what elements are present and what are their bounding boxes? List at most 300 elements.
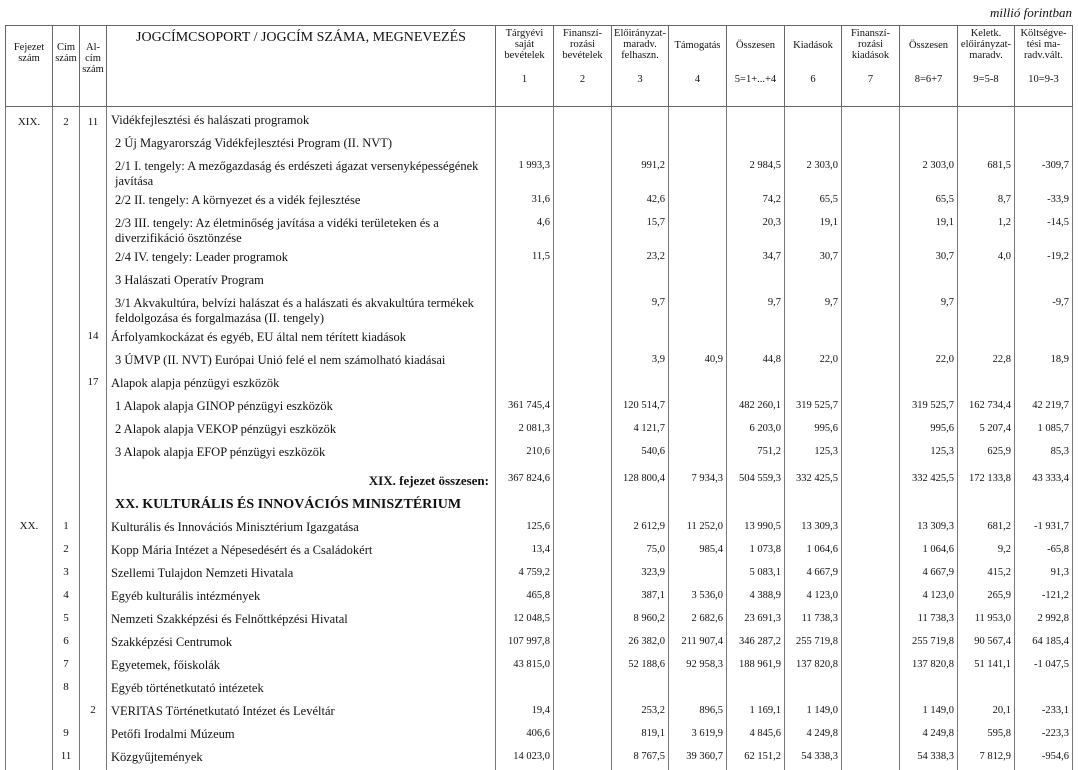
value-col-8: 4 667,9: [900, 563, 958, 586]
value-col-2: [554, 270, 612, 293]
header-col-label: Finanszí- rozási kiadások: [843, 28, 898, 74]
value-col-8: 4 249,8: [900, 724, 958, 747]
name-cell: Szellemi Tulajdon Nemzeti Hivatala: [107, 563, 496, 586]
value-col-3: 120 514,7: [612, 396, 669, 419]
table-row: [6, 465, 1073, 493]
value-col-5: 482 260,1: [727, 396, 785, 419]
value-col-4: 985,4: [669, 540, 727, 563]
alcim-cell: [80, 419, 107, 442]
value-col-7: [842, 270, 900, 293]
value-col-4: [669, 419, 727, 442]
value-col-3: [612, 493, 669, 517]
value-col-7: [842, 632, 900, 655]
value-col-5: [727, 270, 785, 293]
value-col-7: [842, 373, 900, 396]
value-col-1: 125,6: [496, 517, 554, 540]
alcim-cell: 2: [80, 701, 107, 724]
value-col-4: 40,9: [669, 350, 727, 373]
value-col-3: 9,7: [612, 293, 669, 327]
value-col-2: [554, 540, 612, 563]
fejezet-cell: [6, 655, 53, 678]
header-fejezet: Fejezet szám: [6, 26, 53, 107]
value-col-8: 125,3: [900, 442, 958, 465]
header-col-label: Összesen: [901, 28, 956, 74]
value-col-2: [554, 327, 612, 350]
value-col-1: 43 815,0: [496, 655, 554, 678]
value-col-4: [669, 270, 727, 293]
value-col-3: 387,1: [612, 586, 669, 609]
table-row: [6, 678, 1073, 701]
value-col-2: [554, 419, 612, 442]
value-col-9: [958, 270, 1015, 293]
value-col-9: 162 734,4: [958, 396, 1015, 419]
value-col-8: 1 149,0: [900, 701, 958, 724]
value-col-7: [842, 609, 900, 632]
value-col-5: 6 203,0: [727, 419, 785, 442]
value-col-6: [785, 270, 842, 293]
header-col-10: [1015, 26, 1073, 107]
value-col-6: 11 738,3: [785, 609, 842, 632]
value-col-3: 23,2: [612, 247, 669, 270]
value-col-6: [785, 107, 842, 134]
value-col-8: 54 338,3: [900, 747, 958, 770]
cim-cell: [53, 350, 80, 373]
value-col-6: [785, 133, 842, 156]
value-col-1: [496, 493, 554, 517]
value-col-5: 751,2: [727, 442, 785, 465]
header-col-4: [669, 26, 727, 107]
value-col-2: [554, 563, 612, 586]
value-col-3: [612, 107, 669, 134]
header-col-number: 2: [555, 74, 610, 85]
cim-cell: 2: [53, 540, 80, 563]
name-cell: XX. KULTURÁLIS ÉS INNOVÁCIÓS MINISZTÉRIUM: [107, 493, 496, 517]
value-col-4: 896,5: [669, 701, 727, 724]
value-col-9: 265,9: [958, 586, 1015, 609]
value-col-8: 332 425,5: [900, 465, 958, 493]
cim-cell: [53, 396, 80, 419]
value-col-9: 415,2: [958, 563, 1015, 586]
value-col-2: [554, 724, 612, 747]
value-col-10: [1015, 493, 1073, 517]
value-col-1: 13,4: [496, 540, 554, 563]
cim-cell: [53, 493, 80, 517]
value-col-5: 9,7: [727, 293, 785, 327]
fejezet-cell: [6, 419, 53, 442]
value-col-5: 62 151,2: [727, 747, 785, 770]
alcim-cell: [80, 247, 107, 270]
fejezet-cell: [6, 442, 53, 465]
table-row: [6, 586, 1073, 609]
value-col-8: [900, 327, 958, 350]
name-cell: 3 ÚMVP (II. NVT) Európai Unió felé el nem számolható kiadásai: [107, 350, 496, 373]
value-col-9: [958, 107, 1015, 134]
value-col-10: -233,1: [1015, 701, 1073, 724]
value-col-8: 4 123,0: [900, 586, 958, 609]
name-cell: 3 Alapok alapja EFOP pénzügyi eszközök: [107, 442, 496, 465]
header-col-label: Kiadások: [786, 28, 840, 74]
table-row: [6, 563, 1073, 586]
name-cell: 1 Alapok alapja GINOP pénzügyi eszközök: [107, 396, 496, 419]
value-col-4: 39 360,7: [669, 747, 727, 770]
table-row: [6, 655, 1073, 678]
value-col-10: 91,3: [1015, 563, 1073, 586]
value-col-9: [958, 133, 1015, 156]
value-col-5: [727, 493, 785, 517]
value-col-4: 11 252,0: [669, 517, 727, 540]
value-col-5: 5 083,1: [727, 563, 785, 586]
value-col-10: -309,7: [1015, 156, 1073, 190]
value-col-6: 13 309,3: [785, 517, 842, 540]
value-col-8: 11 738,3: [900, 609, 958, 632]
cim-cell: 5: [53, 609, 80, 632]
value-col-2: [554, 632, 612, 655]
value-col-1: [496, 107, 554, 134]
value-col-2: [554, 350, 612, 373]
fejezet-cell: [6, 678, 53, 701]
value-col-5: 20,3: [727, 213, 785, 247]
alcim-cell: [80, 632, 107, 655]
value-col-6: 65,5: [785, 190, 842, 213]
value-col-10: -1 931,7: [1015, 517, 1073, 540]
header-col-label: Keletk. előirányzat- maradv.: [959, 28, 1013, 74]
value-col-2: [554, 678, 612, 701]
value-col-10: [1015, 678, 1073, 701]
value-col-8: [900, 678, 958, 701]
name-cell: Vidékfejlesztési és halászati programok: [107, 107, 496, 134]
value-col-4: [669, 493, 727, 517]
value-col-6: 4 667,9: [785, 563, 842, 586]
value-col-3: 991,2: [612, 156, 669, 190]
value-col-7: [842, 442, 900, 465]
value-col-10: 85,3: [1015, 442, 1073, 465]
table-row: [6, 373, 1073, 396]
value-col-7: [842, 327, 900, 350]
value-col-7: [842, 247, 900, 270]
value-col-5: 4 845,6: [727, 724, 785, 747]
alcim-cell: [80, 747, 107, 770]
value-col-1: 31,6: [496, 190, 554, 213]
value-col-6: 1 149,0: [785, 701, 842, 724]
value-col-9: 90 567,4: [958, 632, 1015, 655]
value-col-4: [669, 327, 727, 350]
header-col-number: 1: [497, 74, 552, 85]
fejezet-cell: [6, 724, 53, 747]
value-col-2: [554, 373, 612, 396]
value-col-1: 465,8: [496, 586, 554, 609]
value-col-3: 3,9: [612, 350, 669, 373]
value-col-6: 255 719,8: [785, 632, 842, 655]
alcim-cell: [80, 442, 107, 465]
alcim-cell: 11: [80, 107, 107, 134]
value-col-9: 5 207,4: [958, 419, 1015, 442]
value-col-8: [900, 373, 958, 396]
value-col-2: [554, 293, 612, 327]
value-col-4: [669, 678, 727, 701]
value-col-8: 2 303,0: [900, 156, 958, 190]
fejezet-cell: [6, 247, 53, 270]
header-col-7: [842, 26, 900, 107]
value-col-10: -19,2: [1015, 247, 1073, 270]
table-row: [6, 247, 1073, 270]
value-col-5: [727, 327, 785, 350]
header-col-9: [958, 26, 1015, 107]
value-col-1: 4 759,2: [496, 563, 554, 586]
table-row: [6, 293, 1073, 327]
header-col-number: 4: [670, 74, 725, 85]
cim-cell: 6: [53, 632, 80, 655]
fejezet-cell: [6, 563, 53, 586]
name-cell: Egyéb kulturális intézmények: [107, 586, 496, 609]
cim-cell: 9: [53, 724, 80, 747]
value-col-5: 1 073,8: [727, 540, 785, 563]
value-col-1: [496, 270, 554, 293]
value-col-4: 2 682,6: [669, 609, 727, 632]
alcim-cell: [80, 465, 107, 493]
value-col-6: 319 525,7: [785, 396, 842, 419]
value-col-1: 361 745,4: [496, 396, 554, 419]
alcim-cell: [80, 133, 107, 156]
value-col-5: 504 559,3: [727, 465, 785, 493]
value-col-4: [669, 107, 727, 134]
header-col-2: [554, 26, 612, 107]
name-cell: Szakképzési Centrumok: [107, 632, 496, 655]
value-col-3: 15,7: [612, 213, 669, 247]
name-cell: Árfolyamkockázat és egyéb, EU által nem térített kiadások: [107, 327, 496, 350]
value-col-1: 406,6: [496, 724, 554, 747]
table-row: [6, 540, 1073, 563]
value-col-3: 42,6: [612, 190, 669, 213]
value-col-8: 30,7: [900, 247, 958, 270]
value-col-1: 12 048,5: [496, 609, 554, 632]
name-cell: 2/3 III. tengely: Az életminőség javítása a vidéki területeken és a diverzifikáció ösztönzése: [107, 213, 496, 247]
value-col-1: 107 997,8: [496, 632, 554, 655]
value-col-2: [554, 655, 612, 678]
value-col-9: [958, 493, 1015, 517]
table-row: [6, 442, 1073, 465]
table-row: [6, 701, 1073, 724]
value-col-3: 8 960,2: [612, 609, 669, 632]
value-col-6: [785, 493, 842, 517]
table-body: [6, 107, 1073, 770]
cim-cell: 7: [53, 655, 80, 678]
value-col-3: 52 188,6: [612, 655, 669, 678]
table-row: [6, 270, 1073, 293]
value-col-10: 2 992,8: [1015, 609, 1073, 632]
value-col-7: [842, 747, 900, 770]
value-col-7: [842, 419, 900, 442]
value-col-9: 595,8: [958, 724, 1015, 747]
value-col-2: [554, 213, 612, 247]
value-col-10: -33,9: [1015, 190, 1073, 213]
header-alcim: Al- cím szám: [80, 26, 107, 107]
header-col-1: [496, 26, 554, 107]
header-col-label: Támogatás: [670, 28, 725, 74]
name-cell: 3 Halászati Operatív Program: [107, 270, 496, 293]
cim-cell: [53, 270, 80, 293]
fejezet-cell: [6, 213, 53, 247]
value-col-5: [727, 133, 785, 156]
value-col-4: 7 934,3: [669, 465, 727, 493]
value-col-1: 367 824,6: [496, 465, 554, 493]
table-row: [6, 609, 1073, 632]
alcim-cell: [80, 609, 107, 632]
value-col-1: [496, 293, 554, 327]
value-col-8: 319 525,7: [900, 396, 958, 419]
cim-cell: [53, 213, 80, 247]
fejezet-cell: [6, 465, 53, 493]
alcim-cell: [80, 724, 107, 747]
value-col-3: 819,1: [612, 724, 669, 747]
value-col-1: [496, 350, 554, 373]
value-col-7: [842, 190, 900, 213]
fejezet-cell: XIX.: [6, 107, 53, 134]
value-col-9: 11 953,0: [958, 609, 1015, 632]
value-col-6: 9,7: [785, 293, 842, 327]
value-col-9: 8,7: [958, 190, 1015, 213]
header-col-label: Finanszí- rozási bevételek: [555, 28, 610, 74]
header-cim: Cím szám: [53, 26, 80, 107]
value-col-4: 3 536,0: [669, 586, 727, 609]
value-col-6: 4 249,8: [785, 724, 842, 747]
value-col-2: [554, 465, 612, 493]
value-col-7: [842, 396, 900, 419]
value-col-4: 3 619,9: [669, 724, 727, 747]
fejezet-cell: [6, 190, 53, 213]
table-row: [6, 632, 1073, 655]
cim-cell: 1: [53, 517, 80, 540]
name-cell: Alapok alapja pénzügyi eszközök: [107, 373, 496, 396]
value-col-6: 332 425,5: [785, 465, 842, 493]
value-col-2: [554, 247, 612, 270]
cim-cell: [53, 419, 80, 442]
value-col-5: 188 961,9: [727, 655, 785, 678]
table-row: [6, 107, 1073, 134]
table-row: [6, 396, 1073, 419]
value-col-2: [554, 747, 612, 770]
value-col-10: -954,6: [1015, 747, 1073, 770]
value-col-9: [958, 678, 1015, 701]
alcim-cell: [80, 655, 107, 678]
value-col-10: -223,3: [1015, 724, 1073, 747]
value-col-7: [842, 678, 900, 701]
fejezet-cell: [6, 586, 53, 609]
cim-cell: 4: [53, 586, 80, 609]
name-cell: XIX. fejezet összesen:: [107, 465, 496, 493]
table-row: [6, 724, 1073, 747]
value-col-7: [842, 293, 900, 327]
value-col-10: [1015, 327, 1073, 350]
value-col-7: [842, 107, 900, 134]
value-col-10: 43 333,4: [1015, 465, 1073, 493]
value-col-9: 681,2: [958, 517, 1015, 540]
value-col-10: -1 047,5: [1015, 655, 1073, 678]
value-col-8: 137 820,8: [900, 655, 958, 678]
alcim-cell: [80, 540, 107, 563]
value-col-4: [669, 133, 727, 156]
value-col-3: 75,0: [612, 540, 669, 563]
cim-cell: [53, 327, 80, 350]
value-col-3: 323,9: [612, 563, 669, 586]
value-col-5: 2 984,5: [727, 156, 785, 190]
alcim-cell: [80, 396, 107, 419]
value-col-10: [1015, 133, 1073, 156]
fejezet-cell: [6, 156, 53, 190]
header-col-number: 9=5-8: [959, 74, 1013, 85]
value-col-3: 4 121,7: [612, 419, 669, 442]
value-col-7: [842, 540, 900, 563]
value-col-10: 18,9: [1015, 350, 1073, 373]
alcim-cell: [80, 350, 107, 373]
value-col-3: [612, 678, 669, 701]
value-col-9: 20,1: [958, 701, 1015, 724]
alcim-cell: [80, 213, 107, 247]
name-cell: Egyéb történetkutató intézetek: [107, 678, 496, 701]
value-col-3: 2 612,9: [612, 517, 669, 540]
name-cell: Petőfi Irodalmi Múzeum: [107, 724, 496, 747]
cim-cell: [53, 133, 80, 156]
table-row: [6, 517, 1073, 540]
value-col-10: -65,8: [1015, 540, 1073, 563]
cim-cell: [53, 465, 80, 493]
value-col-6: [785, 373, 842, 396]
fejezet-cell: [6, 327, 53, 350]
value-col-7: [842, 701, 900, 724]
value-col-4: [669, 156, 727, 190]
value-col-1: [496, 678, 554, 701]
value-col-5: 1 169,1: [727, 701, 785, 724]
value-col-10: [1015, 373, 1073, 396]
value-col-4: [669, 213, 727, 247]
value-col-10: 1 085,7: [1015, 419, 1073, 442]
value-col-7: [842, 586, 900, 609]
value-col-4: [669, 373, 727, 396]
value-col-6: 22,0: [785, 350, 842, 373]
value-col-5: 74,2: [727, 190, 785, 213]
name-cell: VERITAS Történetkutató Intézet és Levéltár: [107, 701, 496, 724]
header-col-label: Összesen: [728, 28, 783, 74]
cim-cell: [53, 293, 80, 327]
value-col-3: [612, 327, 669, 350]
fejezet-cell: [6, 373, 53, 396]
alcim-cell: 14: [80, 327, 107, 350]
fejezet-cell: [6, 350, 53, 373]
header-col-5: [727, 26, 785, 107]
value-col-6: 30,7: [785, 247, 842, 270]
value-col-1: [496, 133, 554, 156]
value-col-7: [842, 655, 900, 678]
header-col-number: 7: [843, 74, 898, 85]
value-col-8: 22,0: [900, 350, 958, 373]
value-col-1: [496, 373, 554, 396]
value-col-10: [1015, 270, 1073, 293]
value-col-4: 211 907,4: [669, 632, 727, 655]
value-col-8: 995,6: [900, 419, 958, 442]
value-col-6: 1 064,6: [785, 540, 842, 563]
table-row: [6, 190, 1073, 213]
value-col-6: [785, 327, 842, 350]
value-col-4: 92 958,3: [669, 655, 727, 678]
value-col-2: [554, 442, 612, 465]
cim-cell: 3: [53, 563, 80, 586]
value-col-5: 23 691,3: [727, 609, 785, 632]
value-col-7: [842, 133, 900, 156]
value-col-2: [554, 133, 612, 156]
cim-cell: [53, 247, 80, 270]
name-cell: Nemzeti Szakképzési és Felnőttképzési Hivatal: [107, 609, 496, 632]
value-col-7: [842, 465, 900, 493]
value-col-9: 51 141,1: [958, 655, 1015, 678]
